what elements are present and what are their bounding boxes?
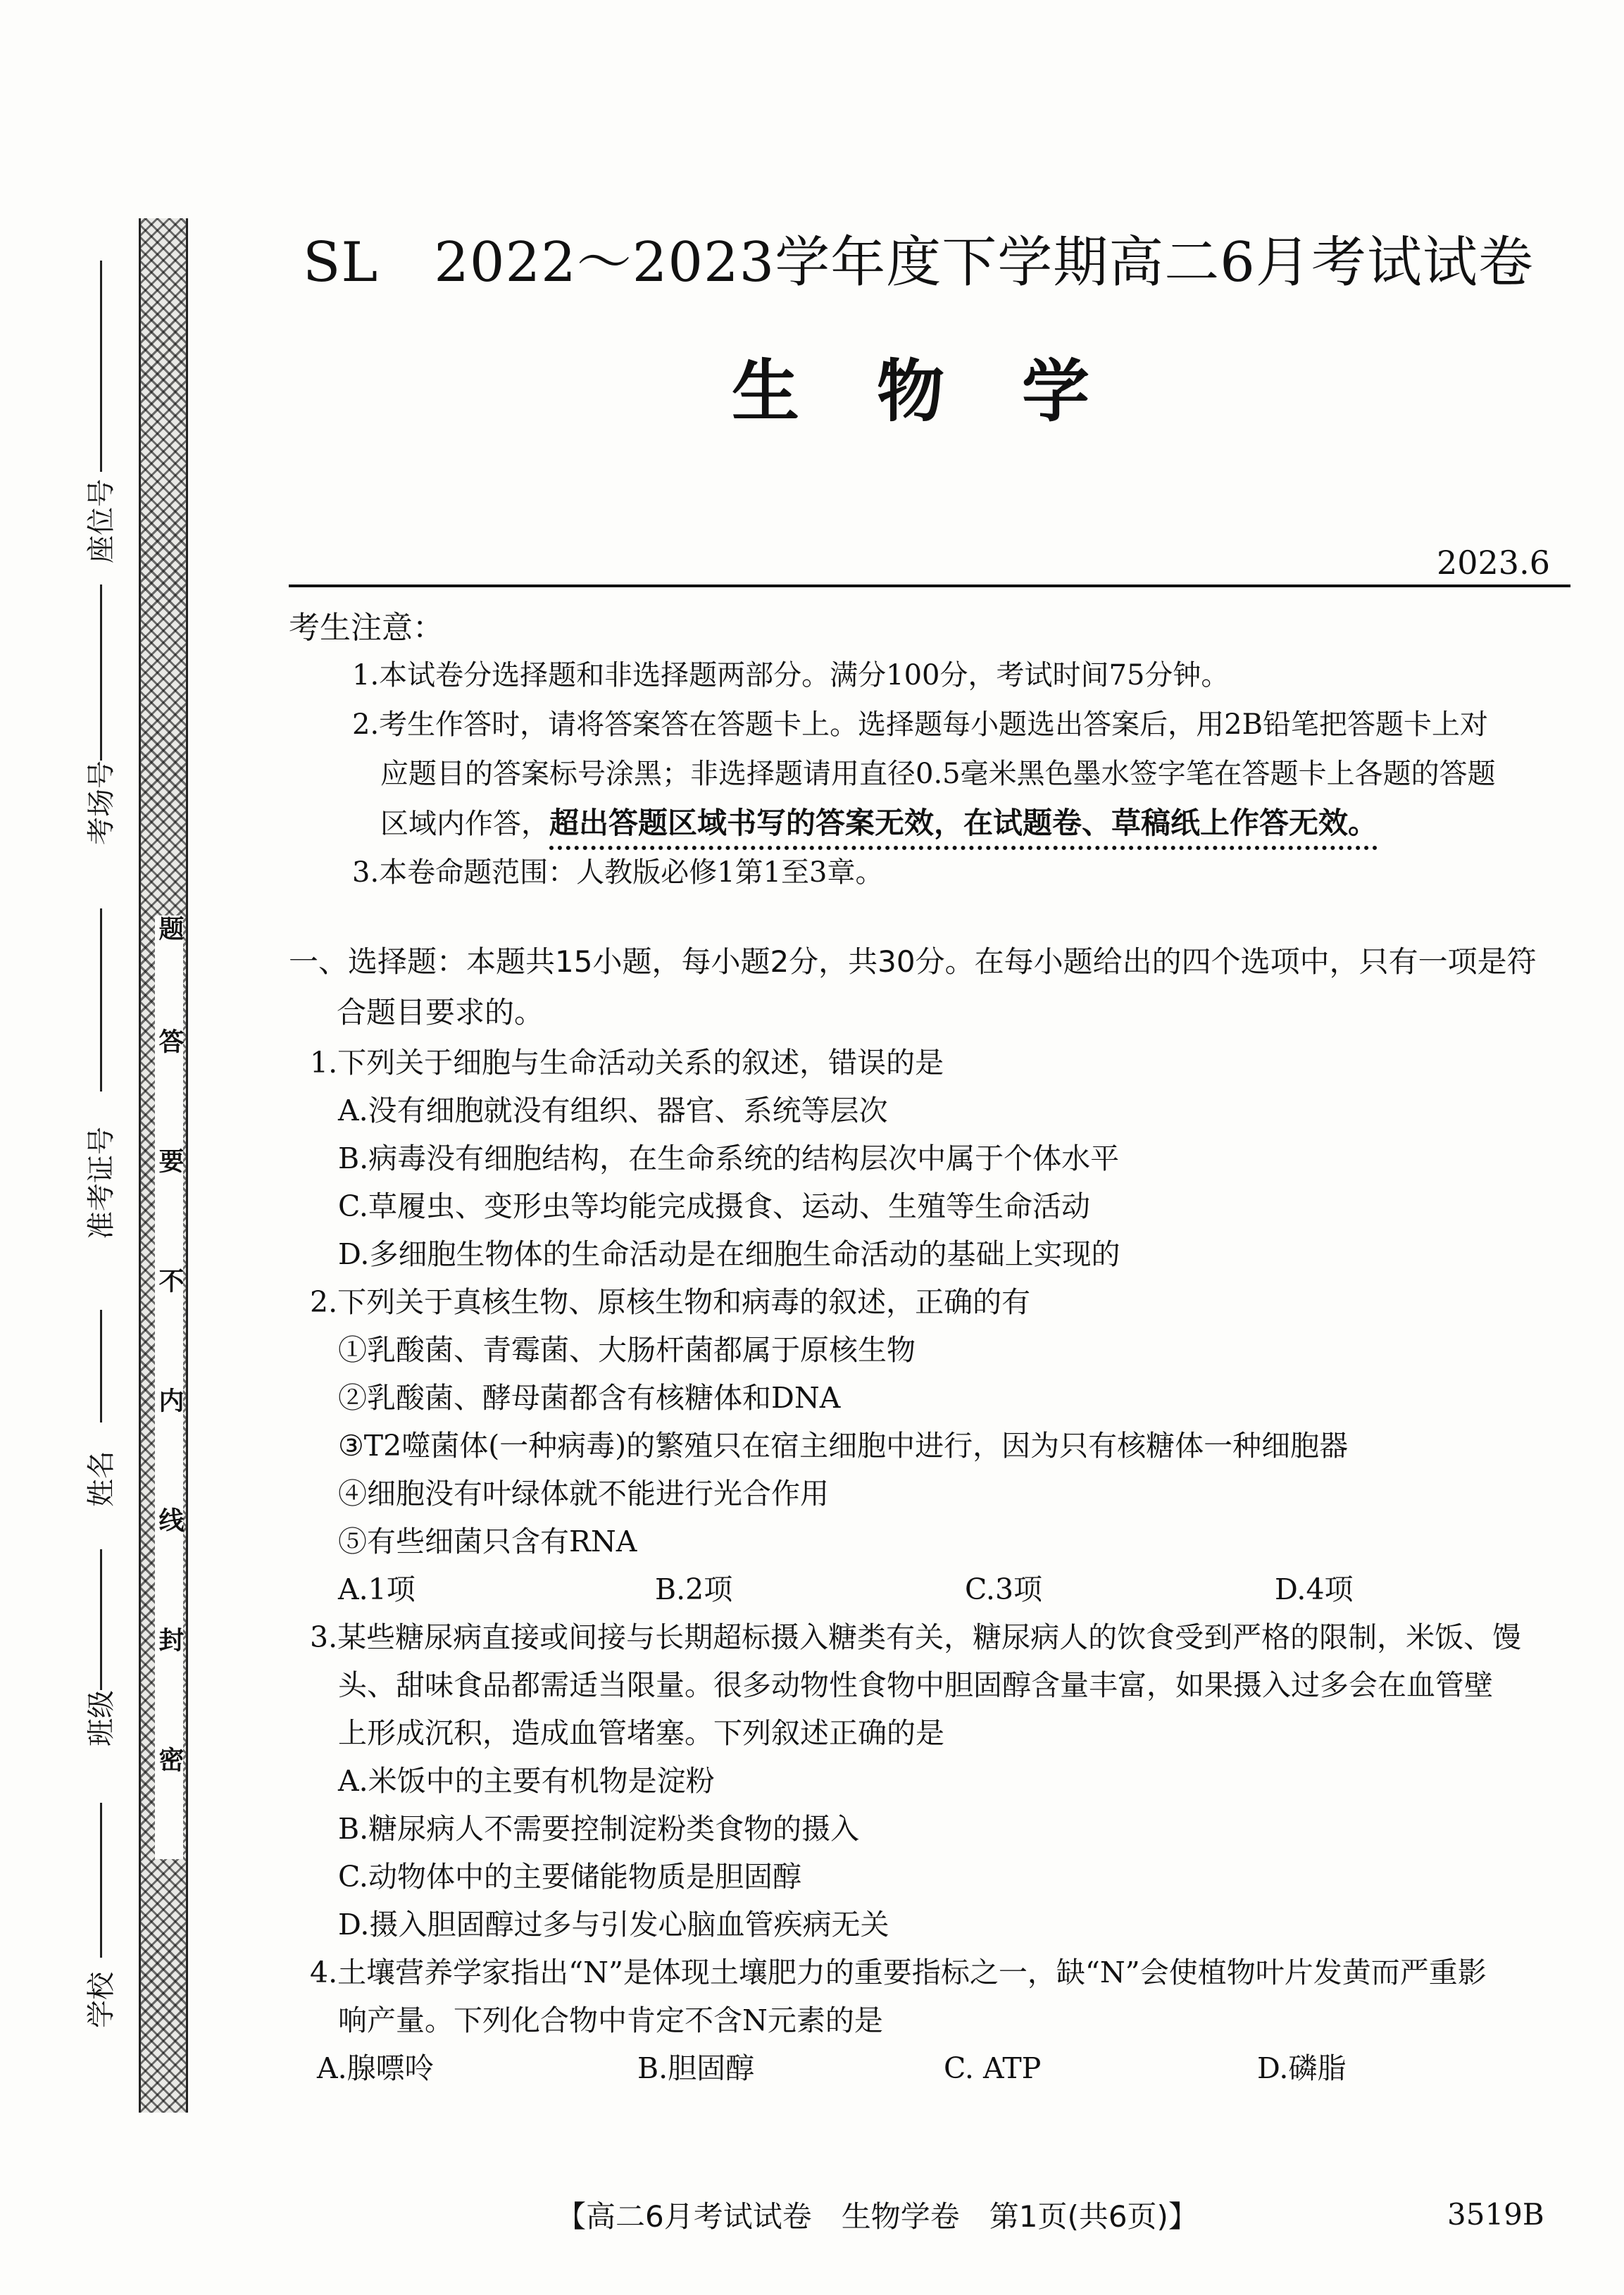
q2-option-d: D.4项 <box>1275 1572 1354 1606</box>
field-line-school[interactable] <box>100 1803 102 1958</box>
q3-stem-line2: 头、甜味食品都需适当限量。很多动物性食物中胆固醇含量丰富，如果摄入过多会在血管壁 <box>338 1668 1493 1702</box>
notice-emphasis: 超出答题区域书写的答案无效，在试题卷、草稿纸上作答无效。 <box>549 806 1378 840</box>
q4-option-b: B.胆固醇 <box>637 2051 755 2085</box>
seal-line-column <box>155 915 183 1859</box>
seal-char: 封 <box>155 1627 184 1652</box>
notice-item-1: 1.本试卷分选择题和非选择题两部分。满分100分，考试时间75分钟。 <box>352 659 1230 692</box>
field-label-room: 考场号 <box>85 761 118 845</box>
q2-statement-1: ①乳酸菌、青霉菌、大肠杆菌都属于原核生物 <box>338 1333 916 1367</box>
q4-option-c: C. ATP <box>944 2051 1042 2085</box>
field-line-room[interactable] <box>100 584 102 761</box>
field-label-name: 姓名 <box>85 1451 118 1507</box>
seal-char: 题 <box>155 915 184 941</box>
q3-stem-line3: 上形成沉积，造成血管堵塞。下列叙述正确的是 <box>338 1716 944 1750</box>
q2-stem: 2.下列关于真核生物、原核生物和病毒的叙述，正确的有 <box>310 1285 1031 1319</box>
q3-option-c: C.动物体中的主要储能物质是胆固醇 <box>338 1860 801 1894</box>
notice-item-2c-prefix: 区域内作答， <box>380 808 549 840</box>
q4-option-a: A.腺嘌呤 <box>317 2051 434 2085</box>
notice-item-2b: 应题目的答案标号涂黑；非选择题请用直径0.5毫米黑色墨水签字笔在答题卡上各题的答题 <box>380 758 1496 790</box>
q3-stem-line1: 3.某些糖尿病直接或间接与长期超标摄入糖类有关，糖尿病人的饮食受到严格的限制，米饭、馒 <box>310 1620 1522 1654</box>
page-footer: 【高二6月考试试卷 生物学卷 第1页(共6页)】 <box>556 2199 1198 2234</box>
field-label-ticket: 准考证号 <box>85 1127 118 1239</box>
q1-option-b: B.病毒没有细胞结构，在生命系统的结构层次中属于个体水平 <box>338 1142 1120 1175</box>
q2-option-b: B.2项 <box>655 1572 733 1606</box>
q2-statement-5: ⑤有些细菌只含有RNA <box>338 1525 637 1558</box>
field-line-ticket[interactable] <box>100 908 102 1092</box>
section-heading-line2: 合题目要求的。 <box>337 995 544 1030</box>
q3-option-a: A.米饭中的主要有机物是淀粉 <box>338 1764 715 1798</box>
notice-item-2a: 2.考生作答时，请将答案答在答题卡上。选择题每小题选出答案后，用2B铅笔把答题卡上对 <box>352 708 1489 741</box>
q1-stem: 1.下列关于细胞与生命活动关系的叙述，错误的是 <box>310 1046 944 1080</box>
notice-title: 考生注意： <box>289 610 444 646</box>
q3-option-d: D.摄入胆固醇过多与引发心脑血管疾病无关 <box>338 1908 889 1941</box>
q1-option-a: A.没有细胞就没有组织、器官、系统等层次 <box>338 1094 888 1127</box>
q2-option-c: C.3项 <box>965 1572 1043 1606</box>
section-heading-line1: 一、选择题：本题共15小题，每小题2分，共30分。在每小题给出的四个选项中，只有一项是符 <box>289 944 1537 979</box>
q3-option-b: B.糖尿病人不需要控制淀粉类食物的摄入 <box>338 1812 860 1846</box>
q4-stem-line2: 响产量。下列化合物中肯定不含N元素的是 <box>338 2003 883 2037</box>
seal-char: 密 <box>155 1746 184 1772</box>
q1-option-c: C.草履虫、变形虫等均能完成摄食、运动、生殖等生命活动 <box>338 1189 1090 1223</box>
q2-option-a: A.1项 <box>338 1572 416 1606</box>
field-label-school: 学校 <box>85 1972 118 2028</box>
seal-char: 答 <box>155 1028 184 1053</box>
q2-statement-4: ④细胞没有叶绿体就不能进行光合作用 <box>338 1477 829 1511</box>
notice-item-3: 3.本卷命题范围：人教版必修1第1至3章。 <box>352 856 884 889</box>
header-divider <box>289 584 1570 587</box>
seal-char: 线 <box>155 1507 184 1532</box>
exam-title: SL 2022～2023学年度下学期高二6月考试试卷 <box>303 231 1534 294</box>
paper-code: 3519B <box>1447 2197 1544 2232</box>
q4-stem-line1: 4.土壤营养学家指出“N”是体现土壤肥力的重要指标之一，缺“N”会使植物叶片发黄而严重影 <box>310 1956 1487 1989</box>
q1-option-d: D.多细胞生物体的生命活动是在细胞生命活动的基础上实现的 <box>338 1237 1120 1271</box>
field-line-class[interactable] <box>100 1549 102 1690</box>
seal-char: 要 <box>155 1148 184 1173</box>
field-label-seat: 座位号 <box>85 479 118 563</box>
seal-char: 内 <box>155 1387 184 1413</box>
exam-date: 2023.6 <box>1437 544 1550 582</box>
section-heading <box>289 937 1578 1038</box>
q4-option-d: D.磷脂 <box>1257 2051 1347 2085</box>
q2-statement-3: ③T2噬菌体(一种病毒)的繁殖只在宿主细胞中进行，因为只有核糖体一种细胞器 <box>338 1429 1349 1463</box>
field-label-class: 班级 <box>85 1690 118 1746</box>
notice-item-2c <box>380 799 1592 848</box>
seal-char: 不 <box>155 1268 184 1293</box>
q2-statement-2: ②乳酸菌、酵母菌都含有核糖体和DNA <box>338 1381 841 1415</box>
field-line-name[interactable] <box>100 1310 102 1422</box>
subject-title: 生物学 <box>732 352 1167 431</box>
